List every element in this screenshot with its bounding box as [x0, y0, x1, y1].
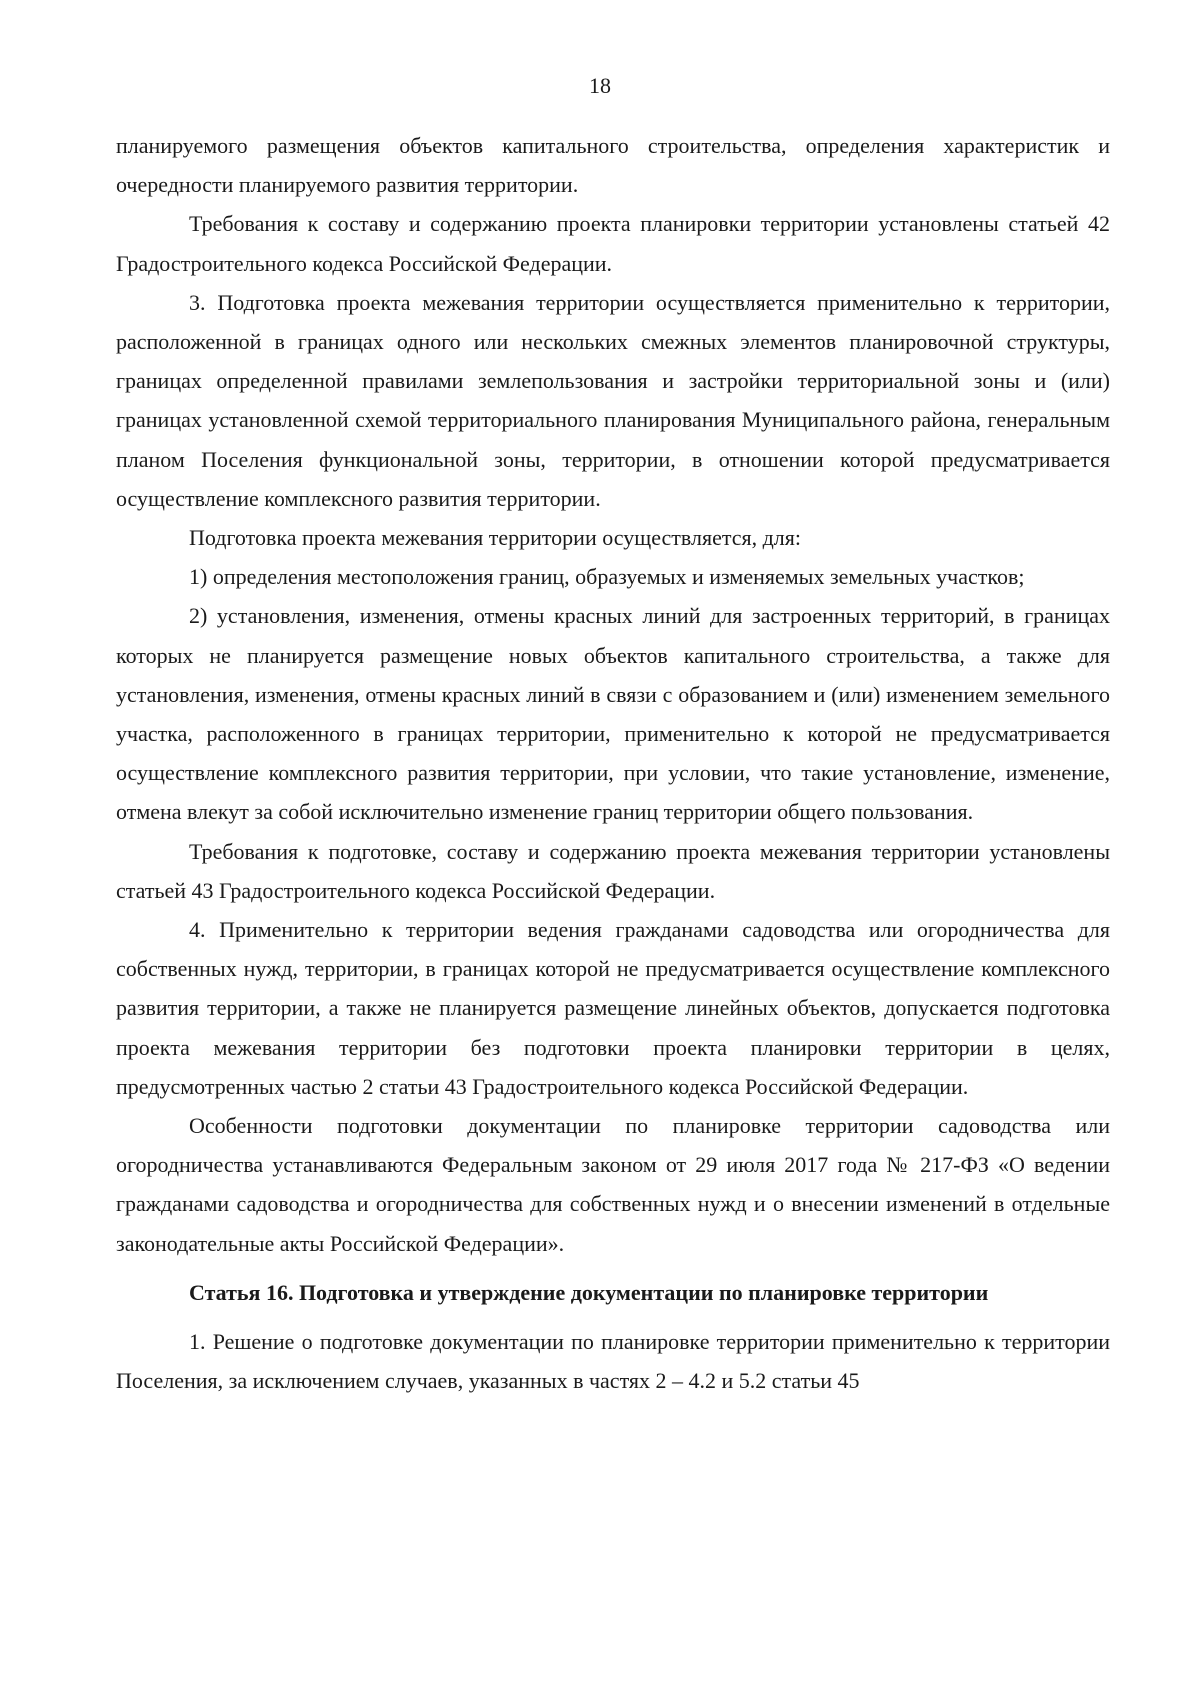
paragraph-article-item-1: 1. Решение о подготовке документации по планировке территории применительно к территории Поселения, за исключением случаев, указанных в частях 2 – 4.2 и 5.2 статьи 45: [116, 1329, 1110, 1394]
paragraph-item-4: 4. Применительно к территории ведения гражданами садоводства или огородничества для собственных нужд, территории, в границах которой не предусматривается осуществление комплексного развития территории, а также не планируется размещение линейных объектов, допускается подготовка проекта межевания территории без подготовки проекта планировки территории в целях, предусмотренных частью 2 статьи 43 Градостроительного кодекса Российской Федерации.: [116, 917, 1110, 1099]
page-number: 18: [589, 73, 611, 98]
paragraph-requirements-surveying: Требования к подготовке, составу и содержанию проекта межевания территории установлены статьей 43 Градостроительного кодекса Российской Федерации.: [116, 838, 1110, 903]
paragraph-gardening-features: Особенности подготовки документации по планировке территории садоводства или огородничества устанавливаются Федеральным законом от 29 июля 2017 года № 217-ФЗ «О ведении гражданами садоводства и огородничества для собственных нужд и о внесении изменений в отдельные законодательные акты Российской Федерации».: [116, 1113, 1110, 1256]
article-heading: Статья 16. Подготовка и утверждение документации по планировке территории: [189, 1279, 989, 1305]
document-body: [116, 126, 1110, 1401]
paragraph-subitem-2: 2) установления, изменения, отмены красных линий для застроенных территорий, в границах которых не планируется размещение новых объектов капитального строительства, а также для установления, изменения, отмены красных линий в связи с образованием и (или) изменением земельного участка, расположенного в границах территории, применительно к которой не предусматривается осуществление комплексного развития территории, при условии, что такие установление, изменение, отмена влекут за собой исключительно изменение границ территории общего пользования.: [116, 603, 1110, 825]
paragraph-preparation-purposes: Подготовка проекта межевания территории осуществляется, для:: [189, 525, 802, 551]
paragraph-subitem-1: 1) определения местоположения границ, образуемых и изменяемых земельных участков;: [189, 564, 1025, 590]
paragraph-item-3: 3. Подготовка проекта межевания территории осуществляется применительно к территории, расположенной в границах одного или нескольких смежных элементов планировочной структуры, границах определенной правилами землепользования и застройки территориальной зоны и (или) границах установленной схемой территориального планирования Муниципального района, генеральным планом Поселения функциональной зоны, территории, в отношении которой предусматривается осуществление комплексного развития территории.: [116, 289, 1110, 511]
paragraph-requirements-planning: Требования к составу и содержанию проекта планировки территории установлены статьей 42 Градостроительного кодекса Российской Федерации.: [116, 211, 1110, 276]
paragraph-continuation: планируемого размещения объектов капитального строительства, определения характеристик и очередности планируемого развития территории.: [116, 133, 1110, 198]
